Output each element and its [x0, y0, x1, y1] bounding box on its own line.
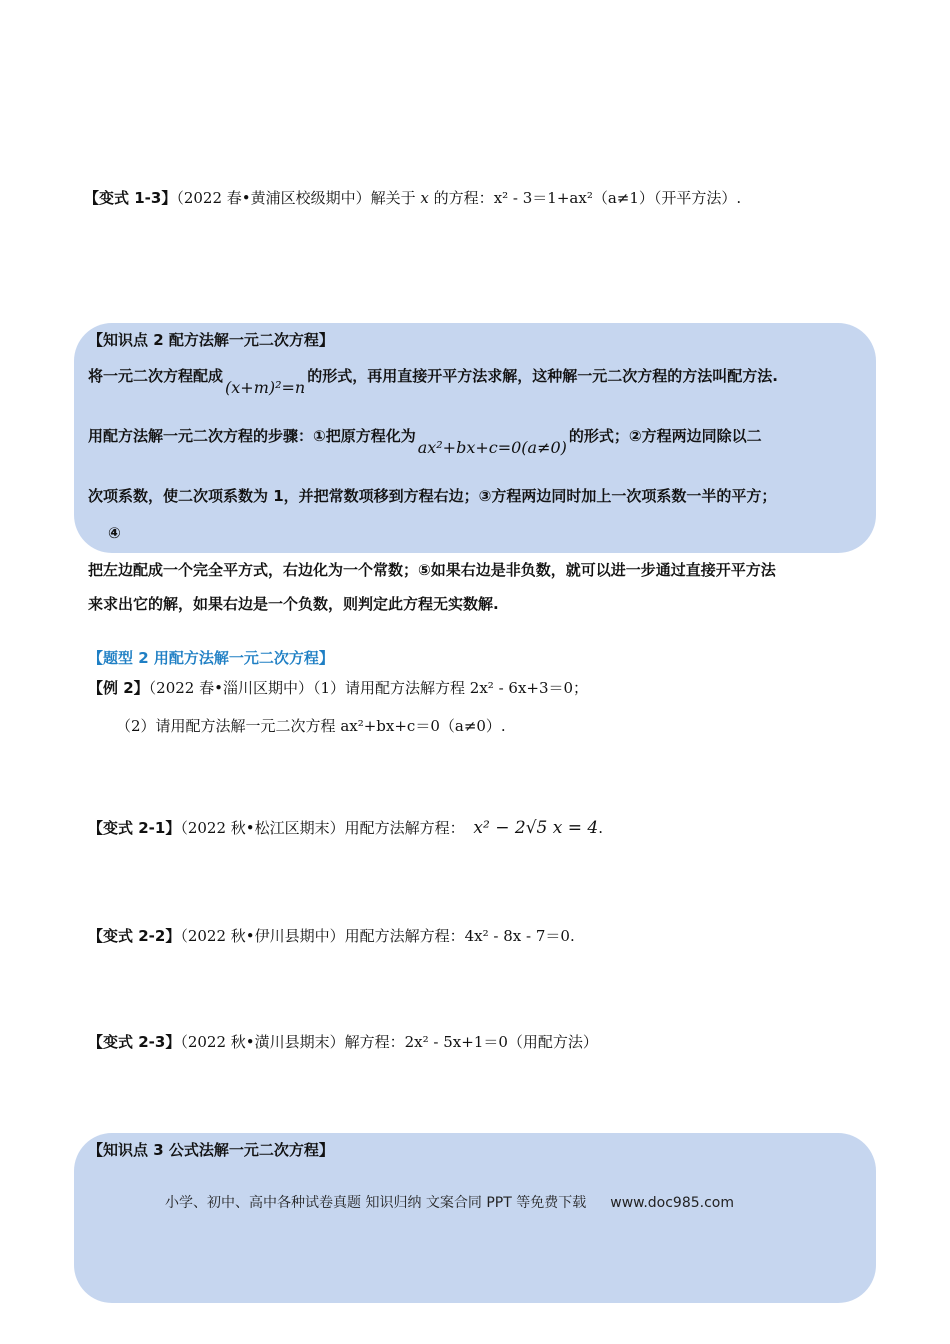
knowledge-2-title: 【知识点 2 配方法解一元二次方程】	[88, 331, 334, 349]
variant-source: （2022 秋•伊川县期中）	[180, 927, 345, 945]
variant-text: 解方程：2x² - 5x+1＝0（用配方法）	[344, 1033, 598, 1051]
knowledge-2-line3: 次项系数，使二次项系数为 1，并把常数项移到方程右边；③方程两边同时加上一次项系数一半的平方；	[88, 487, 777, 505]
type-2-title: 【题型 2 用配方法解一元二次方程】	[88, 649, 334, 667]
variant-equation: x² - 3＝1+ax²（a≠1）	[493, 189, 654, 207]
knowledge-2-line5: 把左边配成一个完全平方式，右边化为一个常数；⑤如果右边是非负数，就可以进一步通过直接开平方法	[88, 561, 776, 579]
variant-1-3	[84, 188, 741, 208]
variant-var: x	[420, 189, 429, 207]
knowledge-2-line4: ④	[108, 524, 121, 542]
knowledge-2-line6: 来求出它的解，如果右边是一个负数，则判定此方程无实数解.	[88, 595, 499, 613]
example-2-part2: （2）请用配方法解一元二次方程 ax²+bx+c＝0（a≠0）.	[116, 717, 506, 735]
variant-tag: 【变式 1-3】	[84, 189, 177, 207]
variant-tag: 【变式 2-3】	[88, 1033, 181, 1051]
variant-suffix: （开平方法）.	[653, 189, 742, 207]
footer-site-link[interactable]: www.doc985.com	[610, 1195, 734, 1211]
knowledge-2-line1-b: 的形式，再用直接开平方法求解，这种解一元二次方程的方法叫配方法.	[307, 367, 778, 385]
knowledge-2-line1-a: 将一元二次方程配成	[88, 367, 224, 385]
knowledge-3-title: 【知识点 3 公式法解一元二次方程】	[88, 1141, 334, 1159]
example-tag: 【例 2】	[88, 679, 149, 697]
example-source: （2022 春•淄川区期中）	[148, 679, 313, 697]
variant-2-3	[88, 1032, 598, 1052]
footer-ad	[165, 1192, 734, 1212]
variant-2-1	[88, 818, 603, 838]
variant-source: （2022 秋•松江区期末）	[180, 819, 345, 837]
knowledge-2-line2-a: 用配方法解一元二次方程的步骤：①把原方程化为	[88, 427, 416, 445]
variant-prefix: 解关于	[370, 189, 416, 207]
knowledge-2-line2-b: 的形式；②方程两边同除以二	[568, 427, 762, 445]
variant-source: （2022 秋•潢川县期末）	[180, 1033, 345, 1051]
variant-equation: x² − 2√5 x = 4	[473, 818, 599, 838]
variant-text: 用配方法解方程：4x² - 8x - 7＝0.	[344, 927, 575, 945]
knowledge-2-line1	[88, 366, 778, 397]
variant-source: （2022 春•黄浦区校级期中）	[176, 189, 371, 207]
variant-end: .	[598, 819, 603, 837]
formula-complete-square: (x+m)²=n	[225, 378, 306, 397]
example-2	[88, 678, 588, 698]
footer-text: 小学、初中、高中各种试卷真题 知识归纳 文案合同 PPT 等免费下载	[165, 1195, 587, 1211]
variant-text: 用配方法解方程：	[344, 819, 465, 837]
variant-2-2	[88, 926, 575, 946]
example-part1: （1）请用配方法解方程 2x² - 6x+3＝0；	[312, 679, 589, 697]
variant-mid: 的方程：	[433, 189, 494, 207]
knowledge-2-line2	[88, 426, 762, 457]
variant-tag: 【变式 2-2】	[88, 927, 181, 945]
variant-tag: 【变式 2-1】	[88, 819, 181, 837]
formula-standard-form: ax²+bx+c=0(a≠0)	[417, 438, 567, 457]
